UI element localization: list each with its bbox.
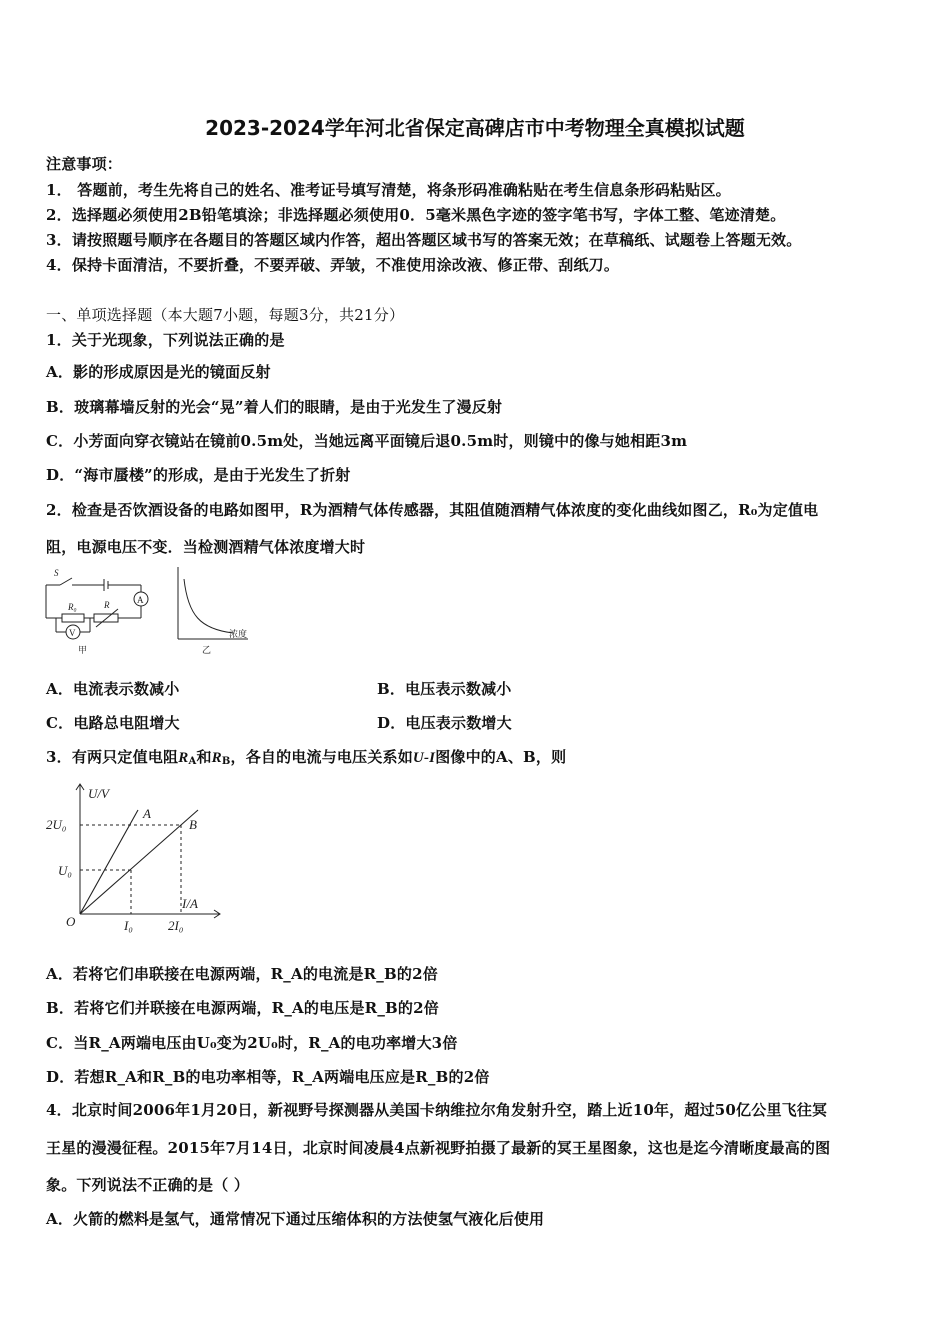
q1-option-b: B．玻璃幕墙反射的光会“晃”着人们的眼睛，是由于光发生了漫反射 (46, 398, 503, 416)
q2-stem-line2: 阻，电源电压不变．当检测酒精气体浓度增大时 (46, 538, 366, 556)
q2-option-d: D．电压表示数增大 (377, 714, 512, 732)
q2-figure (38, 563, 258, 663)
q4-stem-line1: 4．北京时间2006年1月20日，新视野号探测器从美国卡纳维拉尔角发射升空，踏上近10年，超过50亿公里飞往冥 (46, 1101, 828, 1119)
q2-label-r: R (104, 600, 110, 610)
q3-option-d: D．若想R_A和R_B的电功率相等，R_A两端电压应是R_B的2倍 (46, 1068, 490, 1086)
notice-heading: 注意事项： (46, 155, 123, 173)
q2-label-ammeter: A (137, 595, 144, 605)
q2-option-c: C．电路总电阻增大 (46, 714, 180, 732)
q1-option-d: D．“海市蜃楼”的形成，是由于光发生了折射 (46, 466, 351, 484)
q3-origin-label: O (66, 914, 76, 929)
q2-label-s: S (54, 568, 59, 578)
q3-x-tick-i0: I₀ (124, 918, 133, 933)
q2-stem-line1: 2．检查是否饮酒设备的电路如图甲，R为酒精气体传感器，其阻值随酒精气体浓度的变化曲线如图乙，R₀为定值电 (46, 501, 819, 519)
page-title: 2023-2024学年河北省保定高碑店市中考物理全真模拟试题 (205, 116, 745, 140)
q1-option-c: C．小芳面向穿衣镜站在镜前0.5m处，当她远离平面镜后退0.5m时，则镜中的像与她相距3m (46, 432, 688, 450)
notice-item-4: 4．保持卡面清洁，不要折叠，不要弄破、弄皱，不准使用涂改液、修正带、刮纸刀。 (46, 256, 620, 274)
q3-y-tick-2u0: 2U₀ (46, 817, 67, 832)
q2-caption-left: 甲 (78, 645, 88, 655)
q2-caption-right: 乙 (202, 645, 212, 655)
q3-line-a-label: A (143, 806, 151, 821)
q3-x-axis-label: I/A (182, 896, 198, 911)
q2-label-r0: R₀ (68, 602, 77, 612)
section-heading: 一、单项选择题（本大题7小题，每题3分，共21分） (46, 306, 405, 324)
q1-option-a: A．影的形成原因是光的镜面反射 (46, 363, 271, 381)
q4-option-a: A．火箭的燃料是氢气，通常情况下通过压缩体积的方法使氢气液化后使用 (46, 1210, 545, 1228)
q3-option-b: B．若将它们并联接在电源两端，R_A的电压是R_B的2倍 (46, 999, 439, 1017)
q1-stem: 1．关于光现象，下列说法正确的是 (46, 331, 285, 349)
notice-item-3: 3．请按照题号顺序在各题目的答题区域内作答，超出答题区域书写的答案无效；在草稿纸、试题卷上答题无效。 (46, 231, 802, 249)
q2-label-voltmeter: V (69, 628, 76, 638)
q2-option-b: B．电压表示数减小 (377, 680, 512, 698)
q3-stem: 3．有两只定值电阻$R_A$和$R_B$，各自的电流与电压关系如U-I图像中的A、B，则 (46, 748, 567, 767)
notice-item-1: 1． 答题前，考生先将自己的姓名、准考证号填写清楚，将条形码准确粘贴在考生信息条形码粘贴区。 (46, 181, 731, 199)
q3-y-tick-u0: U₀ (58, 863, 72, 878)
q2-graph-axis-label: 浓度 (229, 629, 248, 639)
q3-option-a: A．若将它们串联接在电源两端，R_A的电流是R_B的2倍 (46, 965, 438, 983)
q4-stem-line3: 象。下列说法不正确的是（ ） (46, 1176, 250, 1194)
notice-item-2: 2．选择题必须使用2B铅笔填涂；非选择题必须使用0．5毫米黑色字迹的签字笔书写，字体工整、笔迹清楚。 (46, 206, 786, 224)
q4-stem-line2: 王星的漫漫征程。2015年7月14日，北京时间凌晨4点新视野拍摄了最新的冥王星图象，这也是迄今清晰度最高的图 (46, 1139, 831, 1157)
q3-x-tick-2i0: 2I₀ (168, 918, 184, 933)
q3-option-c: C．当R_A两端电压由U₀变为2U₀时，R_A的电功率增大3倍 (46, 1034, 458, 1052)
q2-option-a: A．电流表示数减小 (46, 680, 180, 698)
q3-ui-graph (44, 780, 234, 940)
q3-y-axis-label: U/V (88, 786, 109, 801)
q3-line-b-label: B (189, 817, 197, 832)
